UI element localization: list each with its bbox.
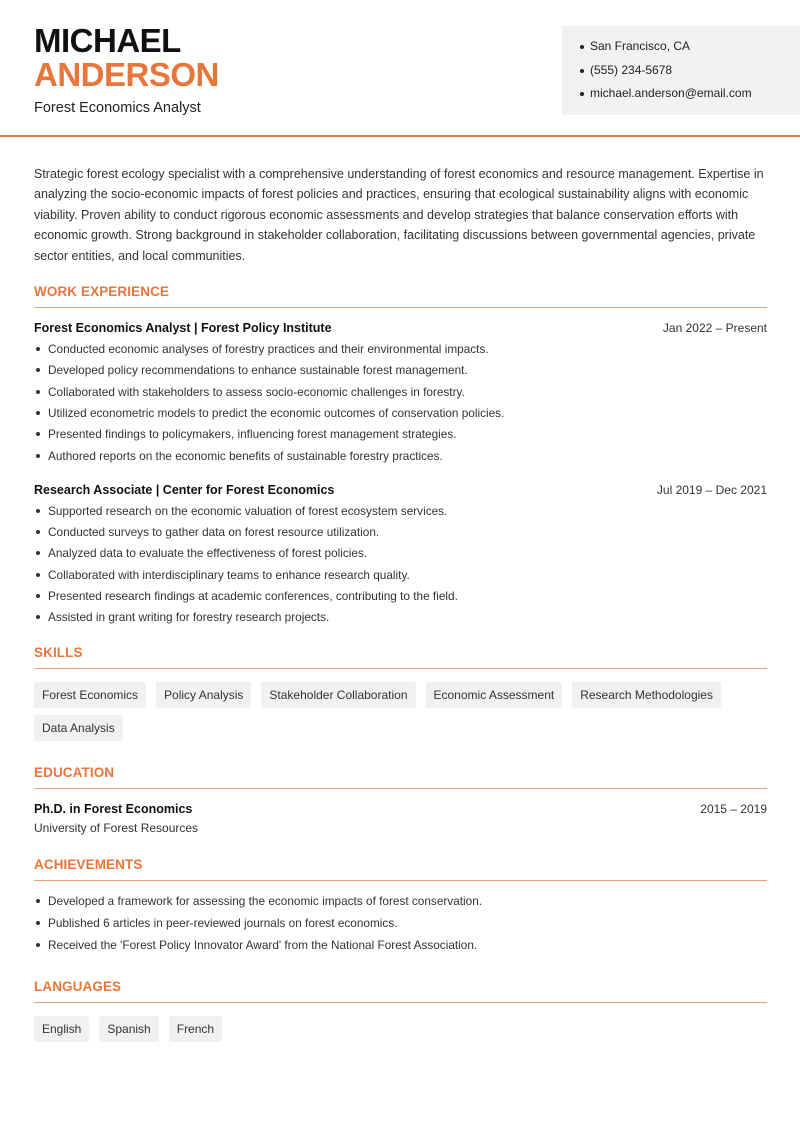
skill-chip: Forest Economics: [34, 682, 146, 708]
contact-box: [562, 26, 800, 115]
languages-section: [34, 979, 767, 1042]
summary: Strategic forest ecology specialist with a comprehensive understanding of forest economics and resource management. Expertise in analyzing the socio-economic impacts of forest policies and practices, ensuring that ecological sustainability aligns with economic viability. Proven ability to conduct rigorous economic assessments and develop strategies that balance conservation efforts with economic growth. Strong background in stakeholder collaboration, facilitating discussions between governmental agencies, private sector entities, and local communities.: [34, 167, 764, 263]
language-chip: English: [34, 1016, 89, 1042]
skill-chip: Economic Assessment: [426, 682, 563, 708]
list-item: Received the 'Forest Policy Innovator Award' from the National Forest Association.: [34, 938, 767, 960]
job-entry: [34, 483, 767, 632]
list-item: Conducted economic analyses of forestry practices and their environmental impacts.: [34, 342, 767, 363]
achievements-section: [34, 857, 767, 960]
bullet-icon: [36, 551, 40, 555]
list-item: Collaborated with stakeholders to assess socio-economic challenges in forestry.: [34, 385, 767, 406]
list-item: Utilized econometric models to predict the economic outcomes of conservation policies.: [34, 406, 767, 427]
bullet-icon: [36, 899, 40, 903]
list-item: Presented research findings at academic conferences, contributing to the field.: [34, 589, 767, 610]
school: University of Forest Resources: [34, 820, 199, 835]
bullet-icon: [36, 509, 40, 513]
job-role: Research Associate | Center for Forest Economics: [34, 482, 335, 497]
skill-chip: Data Analysis: [34, 715, 123, 741]
job-role: Forest Economics Analyst | Forest Policy Institute: [34, 321, 332, 336]
achievement-list: [34, 894, 767, 960]
bullet-icon: [36, 921, 40, 925]
bullet-icon: [36, 943, 40, 947]
job-bullets: [34, 342, 767, 470]
job-bullets: [34, 504, 767, 632]
degree: Ph.D. in Forest Economics: [34, 801, 193, 816]
language-chip: Spanish: [99, 1016, 158, 1042]
section-title: WORK EXPERIENCE: [34, 284, 767, 308]
bullet-icon: [580, 69, 584, 73]
first-name: MICHAEL: [34, 22, 181, 59]
contact-email: michael.anderson@email.com: [580, 86, 800, 110]
language-chip: French: [169, 1016, 222, 1042]
work-experience-section: [34, 284, 767, 632]
bullet-icon: [36, 530, 40, 534]
bullet-icon: [36, 368, 40, 372]
list-item: Published 6 articles in peer-reviewed journals on forest economics.: [34, 916, 767, 938]
skills-section: [34, 645, 767, 741]
bullet-icon: [36, 432, 40, 436]
contact-phone: (555) 234-5678: [580, 63, 800, 87]
contact-location: San Francisco, CA: [580, 39, 800, 63]
last-name: ANDERSON: [34, 56, 219, 93]
list-item: Presented findings to policymakers, influencing forest management strategies.: [34, 427, 767, 448]
job-date: Jul 2019 – Dec 2021: [656, 482, 767, 497]
bullet-icon: [580, 45, 584, 49]
resume-body: [34, 137, 767, 1042]
list-item: Conducted surveys to gather data on forest resource utilization.: [34, 525, 767, 546]
section-title: LANGUAGES: [34, 979, 767, 1003]
bullet-icon: [36, 594, 40, 598]
education-section: [34, 765, 767, 835]
list-item: Developed policy recommendations to enhance sustainable forest management.: [34, 363, 767, 384]
education-date: 2015 – 2019: [700, 801, 767, 816]
list-item: Collaborated with interdisciplinary teams to enhance research quality.: [34, 568, 767, 589]
job-date: Jan 2022 – Present: [662, 321, 767, 336]
skill-chip: Stakeholder Collaboration: [261, 682, 415, 708]
section-title: SKILLS: [34, 645, 767, 669]
bullet-icon: [36, 411, 40, 415]
list-item: Assisted in grant writing for forestry research projects.: [34, 610, 767, 631]
job-entry: [34, 321, 767, 470]
candidate-name: [34, 24, 219, 92]
bullet-icon: [36, 454, 40, 458]
skills-list: [34, 682, 767, 741]
skill-chip: Research Methodologies: [572, 682, 721, 708]
list-item: Authored reports on the economic benefits of sustainable forestry practices.: [34, 449, 767, 470]
bullet-icon: [36, 615, 40, 619]
list-item: Supported research on the economic valuation of forest ecosystem services.: [34, 504, 767, 525]
bullet-icon: [36, 390, 40, 394]
list-item: Developed a framework for assessing the economic impacts of forest conservation.: [34, 894, 767, 916]
list-item: Analyzed data to evaluate the effectiveness of forest policies.: [34, 546, 767, 567]
section-title: ACHIEVEMENTS: [34, 857, 767, 881]
bullet-icon: [36, 573, 40, 577]
language-list: [34, 1016, 767, 1042]
bullet-icon: [36, 347, 40, 351]
job-title: Forest Economics Analyst: [34, 100, 201, 116]
resume-header: [0, 0, 800, 137]
skill-chip: Policy Analysis: [156, 682, 251, 708]
bullet-icon: [580, 92, 584, 96]
section-title: EDUCATION: [34, 765, 767, 789]
